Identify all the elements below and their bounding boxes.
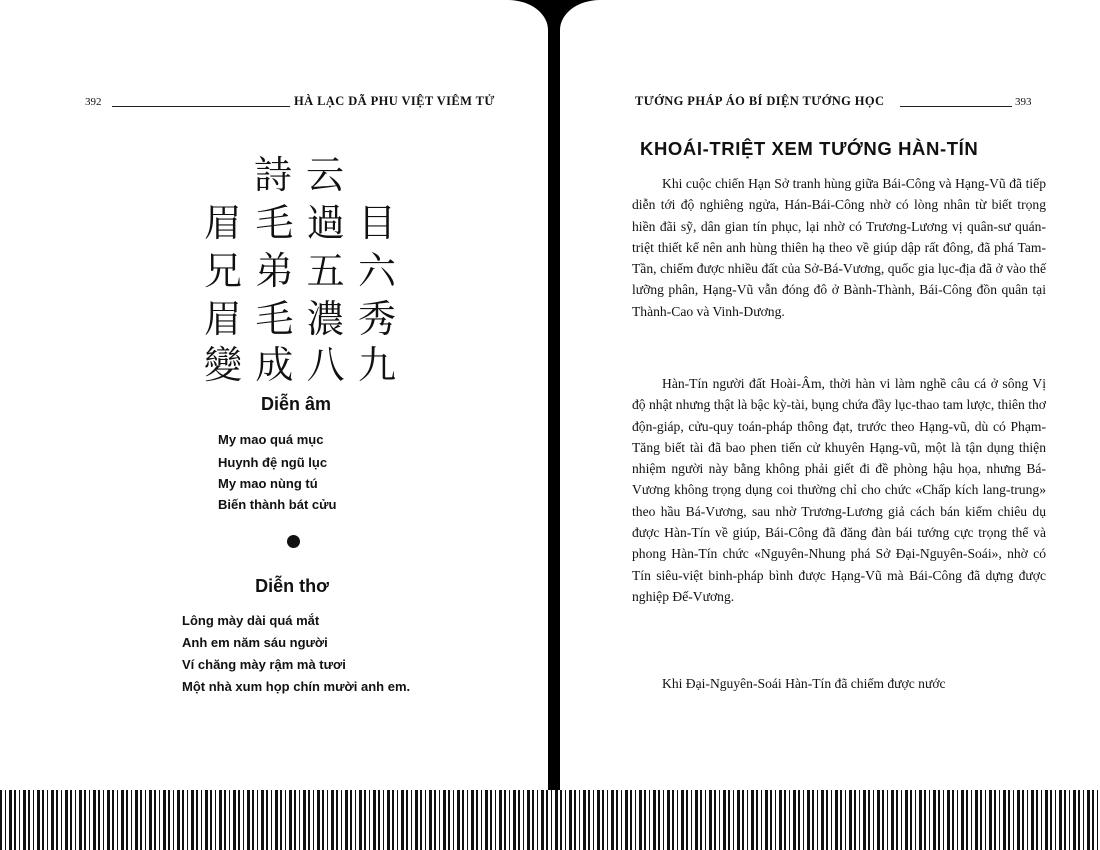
right-page	[560, 0, 1100, 850]
poem-char: 目	[357, 201, 396, 245]
poem-char: 眉	[203, 297, 242, 341]
poem-char: 毛	[255, 201, 294, 245]
dien-am-line: Biến thành bát cửu	[218, 497, 337, 512]
poem-char: 六	[357, 249, 396, 293]
poem-char: 九	[357, 343, 396, 387]
poem-char: 秀	[357, 297, 396, 341]
page-number-left: 392	[85, 96, 102, 108]
poem-char: 變	[203, 343, 242, 387]
header-rule-right	[900, 106, 1012, 107]
poem-row	[200, 192, 400, 247]
poem-char: 眉	[203, 201, 242, 245]
poem-char: 弟	[255, 249, 294, 293]
article-paragraph: Hàn-Tín người đất Hoài-Âm, thời hàn vi làm nghề câu cá ở sông Vị độ nhật nhưng thật là bậc kỳ-tài, bụng chứa đầy lục-thao tam lược, thiên thơ độn-giáp, cửu-quy toán-pháp thông đạt, trước theo Hạng-vũ, dù có Phạm-Tăng biết tài đã bao phen tiến cử khuyên Hạng-vũ, một là tận dụng thiện nhiệm người này bằng không phải giết đi đề phòng hậu họa, nhưng Bá-Vương không trọng dụng coi thường chỉ cho chức «Chấp kích lang-trung» theo hầu Bá-Vương, sau nhờ Trương-Lương giả cách bán kiếm chiêu dụ được Hàn-Tín về giúp, Bái-Công đã đăng đàn bái tướng cực trọng thể và phong Hàn-Tín chức «Nguyên-Nhung phá Sở Đại-Nguyên-Soái», nhờ có Tín siêu-việt binh-pháp bình được Hạng-Vũ mà Bái-Công đã dựng được nghiệp Đế-Vương.	[632, 376, 1046, 604]
dien-am-line: Huynh đệ ngũ lục	[218, 455, 328, 470]
poem-char: 兄	[203, 249, 242, 293]
poem-char: 云	[305, 153, 344, 197]
left-page	[0, 0, 548, 850]
poem-row	[200, 240, 400, 295]
dien-tho-title: Diễn thơ	[255, 576, 329, 596]
poem-char: 成	[255, 343, 294, 387]
header-rule-left	[112, 106, 290, 107]
scan-edge-barcode	[0, 790, 1100, 850]
dien-tho-line: Một nhà xum họp chín mười anh em.	[182, 679, 411, 694]
running-header-left: HÀ LẠC DÃ PHU VIỆT VIÊM TỬ	[294, 94, 495, 108]
dien-tho-line: Lông mày dài quá mắt	[182, 613, 320, 628]
article-paragraph: Khi cuộc chiến Hạn Sở tranh hùng giữa Bái-Công và Hạng-Vũ đã tiếp diễn tới độ nghiêng ngửa, Hán-Bái-Công nhờ có lòng nhân từ biết trọng hiền đãi sỹ, dân gian tín phục, lại nhờ có Trương-Lương vị quân-sư quán-triệt thiết kế nên anh hùng thiên hạ theo về giúp dập rất đông, đã phá Tam-Tần, chiếm được nhiều đất của Sở-Bá-Vương, quốc gia lục-địa đã ở vào thế lưỡng phân, Hạng-Vũ vẫn đóng đô ở Bành-Thành, Bái-Công đồn quân tại Thành-Cao và Vinh-Dương.	[632, 176, 1046, 319]
section-bullet	[287, 535, 300, 548]
poem-char: 過	[306, 201, 345, 245]
dien-am-line: My mao nùng tú	[218, 476, 318, 491]
poem-char: 詩	[253, 153, 292, 197]
dien-tho-line: Anh em năm sáu người	[182, 635, 328, 650]
article-title: KHOÁI-TRIỆT XEM TƯỚNG HÀN-TÍN	[640, 138, 979, 159]
dien-tho-line: Ví chăng mày rậm mà tươi	[182, 657, 346, 672]
poem-char: 八	[306, 343, 345, 387]
article-paragraph: Khi Đại-Nguyên-Soái Hàn-Tín đã chiếm được nước	[662, 676, 946, 691]
running-header-right: TƯỚNG PHÁP ÁO BÍ DIỆN TƯỚNG HỌC	[635, 94, 885, 108]
dien-am-line: My mao quá mục	[218, 432, 324, 447]
poem-char: 五	[306, 249, 345, 293]
poem-char: 毛	[255, 297, 294, 341]
dien-am-title: Diễn âm	[260, 394, 332, 414]
poem-char: 濃	[306, 297, 345, 341]
poem-row	[200, 334, 400, 389]
poem-title	[250, 144, 348, 199]
page-number-right: 393	[1015, 96, 1032, 108]
